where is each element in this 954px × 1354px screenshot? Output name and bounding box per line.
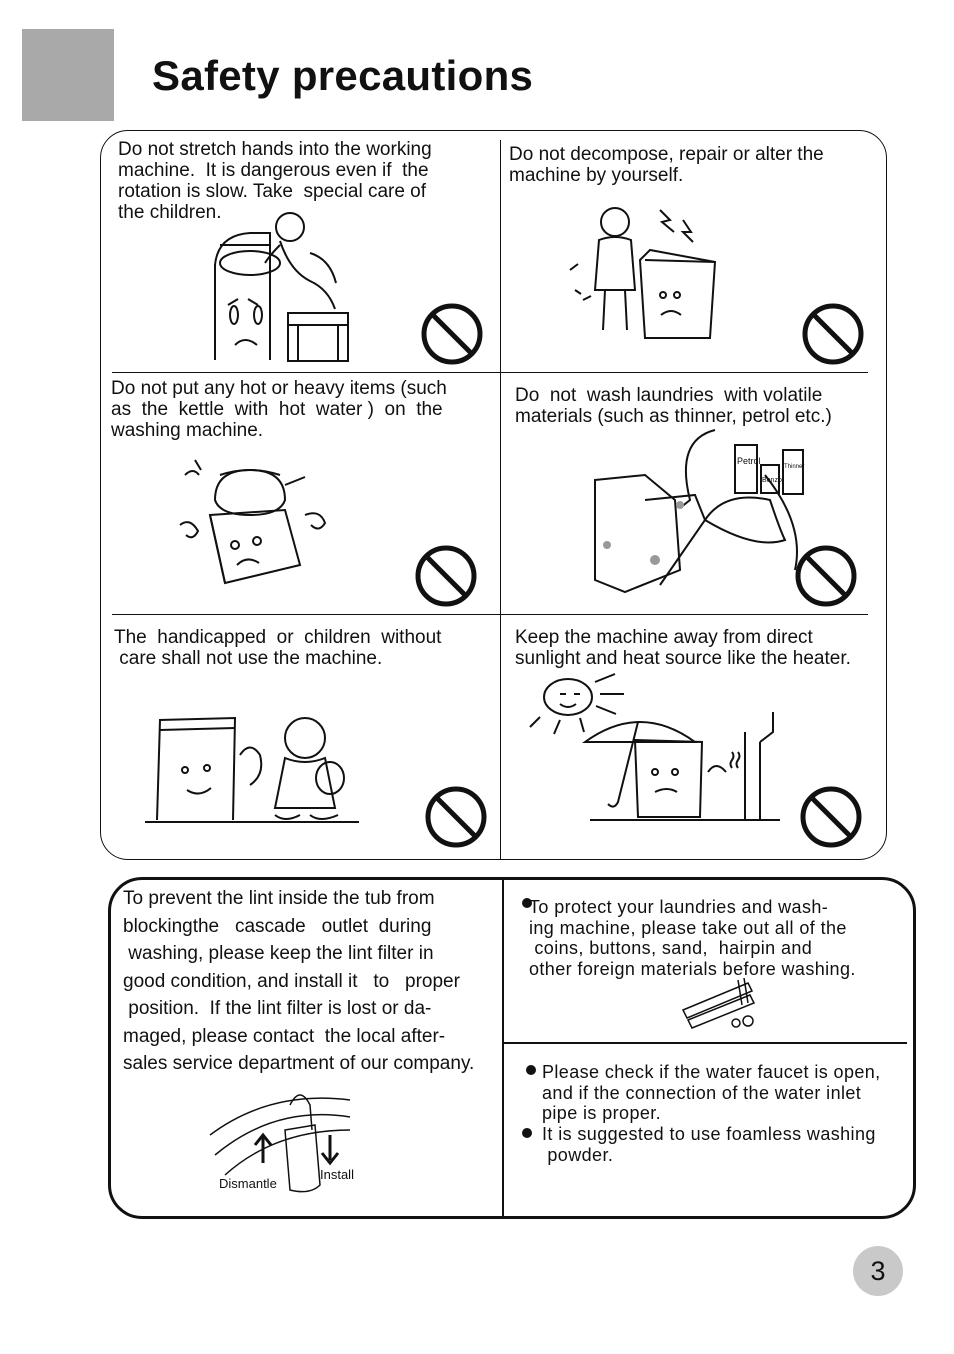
prohibited-icon bbox=[800, 786, 862, 848]
warning-text-hands: Do not stretch hands into the working machine. It is dangerous even if the rotation is slow. Take special care of the children. bbox=[118, 139, 432, 223]
prohibited-icon bbox=[795, 545, 857, 607]
prohibited-icon bbox=[425, 786, 487, 848]
dismantle-label: Dismantle bbox=[219, 1176, 277, 1191]
warning-text-sunlight: Keep the machine away from direct sunlight and heat source like the heater. bbox=[515, 627, 851, 669]
bullet-icon bbox=[522, 1128, 532, 1138]
prohibited-icon bbox=[802, 303, 864, 365]
page-title: Safety precautions bbox=[152, 52, 534, 99]
bullet-icon bbox=[526, 1065, 536, 1075]
prohibited-icon bbox=[421, 303, 483, 365]
child-near-machine-illustration bbox=[145, 710, 360, 825]
notes-divider-vertical bbox=[502, 880, 504, 1216]
warning-text-repair: Do not decompose, repair or alter the machine by yourself. bbox=[509, 144, 824, 186]
prohibited-icon bbox=[415, 545, 477, 607]
notes-divider-horizontal bbox=[504, 1042, 907, 1044]
lint-filter-note: To prevent the lint inside the tub from blockingthe cascade outlet during washing, please keep the lint filter in good condition, and install it to proper position. If the lint filter is lost or da- maged, please contact the local after- sales service department of our company. bbox=[123, 888, 475, 1074]
benzol-label: Benzol bbox=[762, 477, 784, 484]
kettle-on-machine-illustration bbox=[175, 455, 335, 590]
header-gray-block bbox=[22, 29, 114, 121]
coins-hairpin-illustration bbox=[678, 975, 763, 1037]
page-number: 3 bbox=[870, 1255, 886, 1286]
warning-text-volatile: Do not wash laundries with volatile materials (such as thinner, petrol etc.) bbox=[515, 385, 832, 427]
petrol-label: Petrol bbox=[737, 456, 761, 466]
warning-text-hot-items: Do not put any hot or heavy items (such as the kettle with hot water ) on the washing machine. bbox=[111, 378, 447, 441]
clothes-with-solvents-illustration bbox=[585, 420, 805, 592]
tip-water-faucet: Please check if the water faucet is open, and if the connection of the water inlet pipe is proper. bbox=[542, 1062, 881, 1123]
warning-text-handicapped: The handicapped or children without care shall not use the machine. bbox=[114, 627, 442, 669]
tip-protect-laundries: To protect your laundries and wash- ing machine, please take out all of the coins, buttons, sand, hairpin and other foreign materials before washing. bbox=[529, 897, 856, 979]
machine-sun-heater-illustration bbox=[530, 672, 780, 824]
panel-divider-vertical bbox=[500, 140, 501, 860]
panel-divider-row2 bbox=[112, 614, 868, 615]
man-repairing-machine-illustration bbox=[565, 200, 720, 340]
tip-foamless-powder: It is suggested to use foamless washing powder. bbox=[542, 1124, 876, 1165]
child-climbing-machine-illustration bbox=[210, 205, 360, 363]
panel-divider-row1 bbox=[112, 372, 868, 373]
page-number-badge bbox=[853, 1246, 903, 1296]
thinner-label: Thinner bbox=[784, 464, 805, 470]
install-label: Install bbox=[320, 1167, 354, 1182]
